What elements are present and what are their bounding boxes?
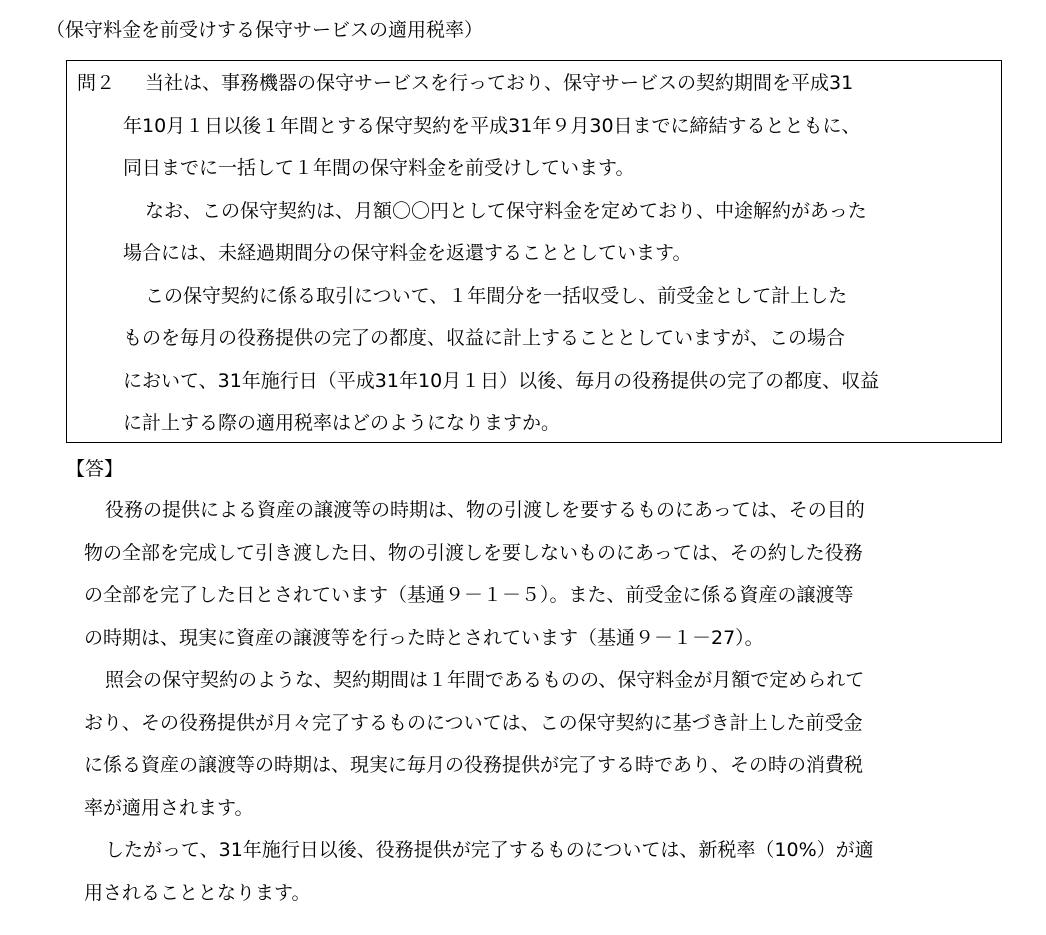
answer-line: 照会の保守契約のような、契約期間は１年間であるものの、保守料金が月額で定められて: [105, 669, 865, 691]
answer-line: の全部を完了した日とされています（基通９－１－５）。また、前受金に係る資産の譲渡等: [84, 584, 854, 606]
answer-header: 【答】: [66, 458, 124, 480]
answer-line: 役務の提供による資産の譲渡等の時期は、物の引渡しを要するものにあっては、その目的: [105, 499, 865, 521]
answer-line: おり、その役務提供が月々完了するものについては、この保守契約に基づき計上した前受金: [84, 712, 863, 734]
question-line: 場合には、未経過期間分の保守料金を返還することとしています。: [123, 242, 692, 264]
question-line: ものを毎月の役務提供の完了の都度、収益に計上することとしていますが、この場合: [123, 327, 846, 349]
document-title: （保守料金を前受けする保守サービスの適用税率）: [46, 19, 484, 41]
question-line: 同日までに一括して１年間の保守料金を前受けしています。: [123, 157, 635, 179]
question-line: なお、この保守契約は、月額〇〇円として保守料金を定めており、中途解約があった: [145, 200, 867, 222]
answer-line: 物の全部を完成して引き渡した日、物の引渡しを要しないものにあっては、その約した役務: [84, 542, 863, 564]
question-label: 問２: [77, 72, 116, 94]
answer-line: 用されることとなります。: [84, 882, 311, 904]
answer-line: の時期は、現実に資産の譲渡等を行った時とされています（基通９－１－27）。: [84, 627, 764, 649]
question-line: この保守契約に係る取引について、１年間分を一括収受し、前受金として計上した: [145, 285, 848, 307]
answer-line: に係る資産の譲渡等の時期は、現実に毎月の役務提供が完了する時であり、その時の消費税: [84, 754, 864, 776]
question-line: に計上する際の適用税率はどのようになりますか。: [123, 412, 561, 434]
question-line: 年10月１日以後１年間とする保守契約を平成31年９月30日までに締結するとともに、: [123, 115, 861, 137]
question-line: において、31年施行日（平成31年10月１日）以後、毎月の役務提供の完了の都度、収益: [123, 370, 880, 392]
question-line: 当社は、事務機器の保守サービスを行っており、保守サービスの契約期間を平成31: [145, 72, 854, 94]
answer-line: 率が適用されます。: [84, 797, 254, 819]
answer-line: したがって、31年施行日以後、役務提供が完了するものについては、新税率（10%）が適: [105, 839, 874, 861]
question-box: [66, 60, 1002, 443]
